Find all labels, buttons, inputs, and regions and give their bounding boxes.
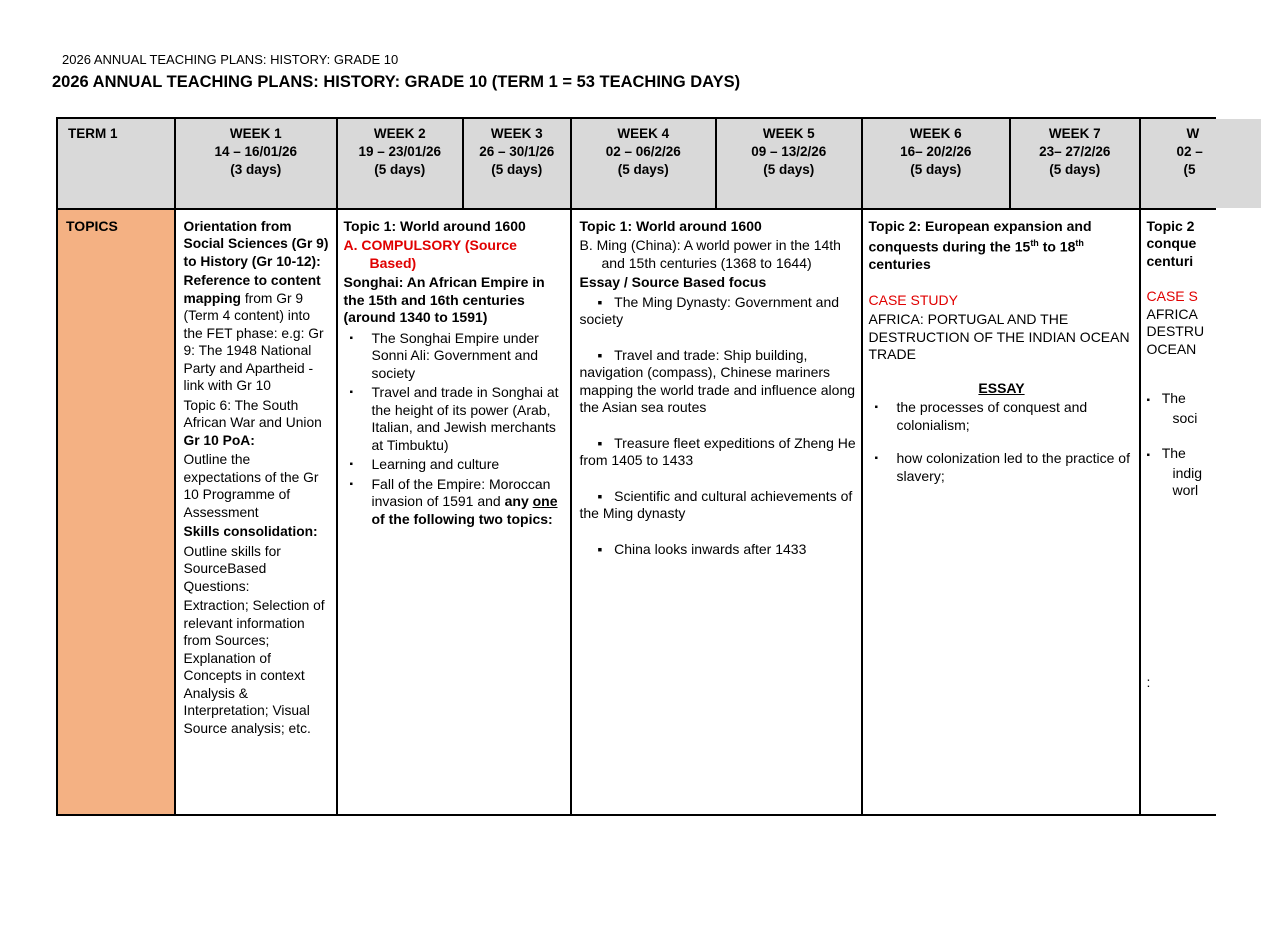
ming-topic-heading: Topic 1: World around 1600 [579, 217, 762, 234]
essay-bullets [869, 399, 1135, 485]
essay-label: ESSAY [978, 379, 1025, 396]
list-item: ▪ Learning and culture [344, 456, 566, 474]
poa-label: Gr 10 PoA: [183, 432, 255, 448]
week1-content [176, 210, 336, 740]
topics-label-cell [58, 210, 174, 815]
header-week-5 [717, 119, 862, 208]
clipped-line: Topic 2 [1146, 217, 1195, 234]
week-label: WEEK 4 [617, 126, 670, 141]
week4-5-content [572, 210, 861, 561]
week-label: W [1186, 126, 1200, 141]
essay-focus-label: Essay / Source Based focus [579, 274, 767, 290]
week-label: WEEK 2 [373, 126, 426, 141]
week-dates: 19 – 23/01/26 [358, 144, 442, 159]
bullet-icon: ▪ [597, 434, 615, 451]
case-study-label: CASE STUDY [868, 291, 958, 308]
week-dates: 02 – [1176, 144, 1203, 159]
header-week-4 [572, 119, 716, 208]
ming-item: ▪ Travel and trade: Ship building, navigation (compass), Chinese mariners mapping the world trade and influence along the Asian sea routes [579, 346, 856, 415]
skills-detail: Extraction; Selection of relevant information from Sources; Explanation of Concepts in context Analysis & Interpretation; Visual Source analysis; etc. [183, 598, 325, 736]
week-label: WEEK 7 [1048, 126, 1101, 141]
bullet-icon: ▪ [597, 540, 615, 557]
clipped-line: OCEAN [1146, 340, 1197, 357]
week-label: WEEK 1 [229, 126, 282, 141]
clipped-bullet: ▪ The [1146, 445, 1186, 461]
ming-item: ▪ Scientific and cultural achievements of the Ming dynasty [579, 487, 853, 521]
term-label: TERM 1 [68, 126, 118, 141]
bullet-icon: ▪ [597, 346, 615, 363]
week-days: (5 days) [617, 162, 669, 177]
clipped-line: centuri [1146, 252, 1194, 269]
header-week-8 [1141, 119, 1261, 208]
week-label: WEEK 5 [762, 126, 815, 141]
clipped-line: conque [1146, 235, 1197, 251]
week-dates: 14 – 16/01/26 [214, 144, 298, 159]
topic6-text [184, 397, 332, 450]
clipped-bullet: ▪ The [1146, 390, 1186, 406]
clipped-line: worl [1172, 482, 1199, 498]
header-term [58, 119, 174, 208]
week6-7-content [863, 210, 1139, 488]
week-dates: 16– 20/2/26 [900, 144, 972, 159]
european-expansion-heading: Topic 2: European expansion and conquests during the 15th to 18th centuries [868, 217, 1092, 273]
header-week-2 [338, 119, 463, 208]
clipped-line: CASE S [1146, 288, 1198, 304]
week-dates: 09 – 13/2/26 [751, 144, 827, 159]
header-week-3 [464, 119, 571, 208]
week-dates: 02 – 06/2/26 [605, 144, 681, 159]
songhai-topic-heading: Topic 1: World around 1600 [343, 217, 526, 234]
week-days: (5 days) [763, 162, 815, 177]
clipped-line: indig [1172, 464, 1203, 481]
content-mapping-text [184, 272, 332, 395]
week-dates: 23– 27/2/26 [1039, 144, 1111, 159]
header-week-6 [863, 119, 1010, 208]
clipped-line: DESTRU [1146, 323, 1205, 339]
week-days: (5 days) [1049, 162, 1101, 177]
compulsory-label: A. COMPULSORY (Source Based) [343, 237, 517, 271]
orientation-heading: Orientation from Social Sciences (Gr 9) to History (Gr 10-12): [183, 218, 329, 269]
fall-one: one [532, 493, 558, 509]
week-days: (5 days) [910, 162, 962, 177]
week-label: WEEK 6 [909, 126, 962, 141]
list-item: ▪ the processes of conquest and colonialism; [869, 399, 1135, 434]
header-week-7 [1011, 119, 1140, 208]
bullet-icon: ▪ [597, 293, 615, 310]
ming-item: ▪ The Ming Dynasty: Government and society [579, 293, 840, 327]
case-study-title: AFRICA: PORTUGAL AND THE DESTRUCTION OF THE INDIAN OCEAN TRADE [868, 311, 1130, 363]
list-item [344, 476, 566, 529]
document-subtitle: 2026 ANNUAL TEACHING PLANS: HISTORY: GRADE 10 [62, 52, 399, 67]
clipped-line: soci [1172, 409, 1198, 426]
week-dates: 26 – 30/1/26 [479, 144, 555, 159]
songhai-bullets [344, 330, 566, 529]
list-item: ▪ Travel and trade in Songhai at the height of its power (Arab, Italian, and Jewish merchants at Timbuktu) [344, 384, 566, 454]
header-week-1 [176, 119, 337, 208]
list-item: ▪ The Songhai Empire under Sonni Ali: Government and society [344, 330, 566, 383]
content-mapping-label: Reference to content mapping [183, 273, 321, 306]
fall-text: Fall of the Empire: Moroccan invasion of 1591 and [371, 475, 551, 509]
week-days: (3 days) [230, 162, 282, 177]
ming-heading: B. Ming (China): A world power in the 14th and 15th centuries (1368 to 1644) [579, 237, 841, 271]
week-label: WEEK 3 [490, 126, 543, 141]
fall-end: of the following two topics: [371, 510, 553, 527]
content-mapping-detail: from Gr 9 (Term 4 content) into the FET phase: e.g: Gr 9: The 1948 National Party and Apartheid - link with Gr 10 [183, 290, 324, 393]
skills-outline: Outline skills for SourceBased Questions: [183, 543, 281, 594]
ming-item: ▪ Treasure fleet expeditions of Zheng He from 1405 to 1433 [579, 434, 856, 468]
bullet-icon: ▪ [597, 487, 615, 504]
list-item: ▪ how colonization led to the practice of slavery; [869, 450, 1135, 485]
week8-content [1141, 210, 1211, 694]
songhai-heading: Songhai: An African Empire in the 15th and 16th centuries (around 1340 to 1591) [343, 274, 545, 325]
skills-heading: Skills consolidation: [183, 524, 318, 539]
poa-outline: Outline the expectations of the Gr 10 Programme of Assessment [183, 452, 319, 520]
topic6-label: Topic 6: The South African War and Union [183, 397, 322, 430]
document-title: 2026 ANNUAL TEACHING PLANS: HISTORY: GRADE 10 (TERM 1 = 53 TEACHING DAYS) [52, 73, 741, 91]
fall-any: any [504, 493, 529, 509]
topics-label: TOPICS [66, 217, 118, 234]
week2-3-content [338, 210, 570, 531]
week-days: (5 [1183, 162, 1196, 177]
ming-item: ▪ China looks inwards after 1433 [580, 541, 857, 559]
table-bottom-border [56, 814, 1216, 816]
clipped-line: AFRICA [1146, 305, 1198, 322]
clipped-line: : [1146, 673, 1151, 690]
week-days: (5 days) [374, 162, 426, 177]
week-days: (5 days) [491, 162, 543, 177]
